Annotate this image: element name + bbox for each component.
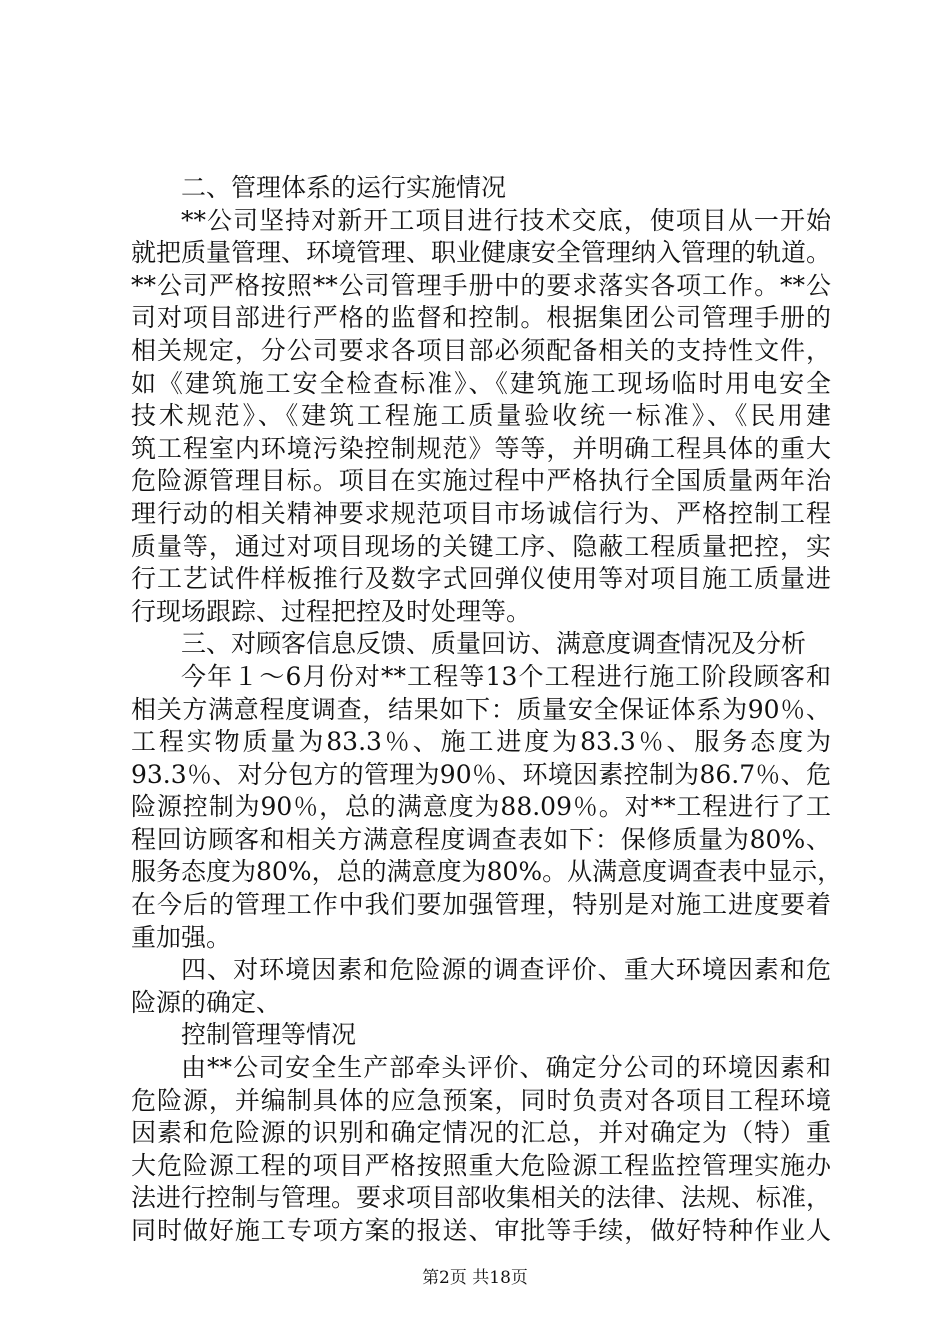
paragraph-line: 质量等，通过对项目现场的关键工序、隐蔽工程质量把控，实 (131, 531, 831, 561)
heading-section-4-cont: 险源的确定、 (131, 987, 282, 1017)
page-footer: 第2页 共18页 (422, 1268, 528, 1288)
paragraph-line: 法进行控制与管理。要求项目部收集相关的法律、法规、标准， (131, 1183, 832, 1213)
document-body (131, 172, 843, 1248)
paragraph-line: 服务态度为80%，总的满意度为80%。从满意度调查表中显示， (131, 857, 843, 887)
paragraph-line: 险源控制为90％，总的满意度为88.09％。对**工程进行了工 (131, 792, 831, 822)
paragraph-line: 行工艺试件样板推行及数字式回弹仪使用等对项目施工质量进 (131, 564, 831, 594)
paragraph-line: 技术规范》、《建筑工程施工质量验收统一标准》、《民用建 (131, 401, 831, 431)
paragraph-line: 相关规定，分公司要求各项目部必须配备相关的支持性文件， (131, 335, 831, 365)
paragraph-line: 今年１～6月份对**工程等13个工程进行施工阶段顾客和 (181, 661, 831, 691)
paragraph-line: 理行动的相关精神要求规范项目市场诚信行为、严格控制工程 (131, 498, 831, 528)
paragraph-line: 由**公司安全生产部牵头评价、确定分公司的环境因素和 (181, 1053, 831, 1083)
paragraph-line: 因素和危险源的识别和确定情况的汇总，并对确定为（特）重 (131, 1118, 831, 1148)
paragraph-line: 行现场跟踪、过程把控及时处理等。 (131, 596, 532, 626)
paragraph-line: **公司严格按照**公司管理手册中的要求落实各项工作。**公 (131, 270, 831, 300)
paragraph-line: 程回访顾客和相关方满意程度调查表如下：保修质量为80%、 (131, 824, 831, 854)
heading-section-3: 三、对顾客信息反馈、质量回访、满意度调查情况及分析 (181, 629, 807, 659)
paragraph-line: 司对项目部进行严格的监督和控制。根据集团公司管理手册的 (131, 303, 831, 333)
paragraph-line: **公司坚持对新开工项目进行技术交底，使项目从一开始 (181, 205, 831, 235)
paragraph-line: 就把质量管理、环境管理、职业健康安全管理纳入管理的轨道。 (131, 238, 832, 268)
paragraph-line: 93.3％、对分包方的管理为90％、环境因素控制为86.7％、危 (131, 759, 831, 789)
paragraph-line: 工程实物质量为83.3％、施工进度为83.3％、服务态度为 (131, 727, 831, 757)
paragraph-line: 重加强。 (131, 922, 232, 952)
paragraph-line: 危险源，并编制具体的应急预案，同时负责对各项目工程环境 (131, 1085, 831, 1115)
paragraph-line: 危险源管理目标。项目在实施过程中严格执行全国质量两年治 (131, 466, 831, 496)
paragraph-line: 相关方满意程度调查，结果如下：质量安全保证体系为90％、 (131, 694, 831, 724)
paragraph-line: 在今后的管理工作中我们要加强管理，特别是对施工进度要着 (131, 890, 831, 920)
paragraph-line: 筑工程室内环境污染控制规范》等等，并明确工程具体的重大 (131, 433, 831, 463)
paragraph-line: 如《建筑施工安全检查标准》、《建筑施工现场临时用电安全 (131, 368, 831, 398)
heading-section-2: 二、管理体系的运行实施情况 (181, 173, 507, 202)
heading-section-4: 四、对环境因素和危险源的调查评价、重大环境因素和危 (181, 955, 831, 985)
paragraph-line: 大危险源工程的项目严格按照重大危险源工程监控管理实施办 (131, 1150, 831, 1180)
heading-section-4-cont: 控制管理等情况 (181, 1020, 357, 1050)
paragraph-line: 同时做好施工专项方案的报送、审批等手续，做好特种作业人 (131, 1216, 831, 1245)
